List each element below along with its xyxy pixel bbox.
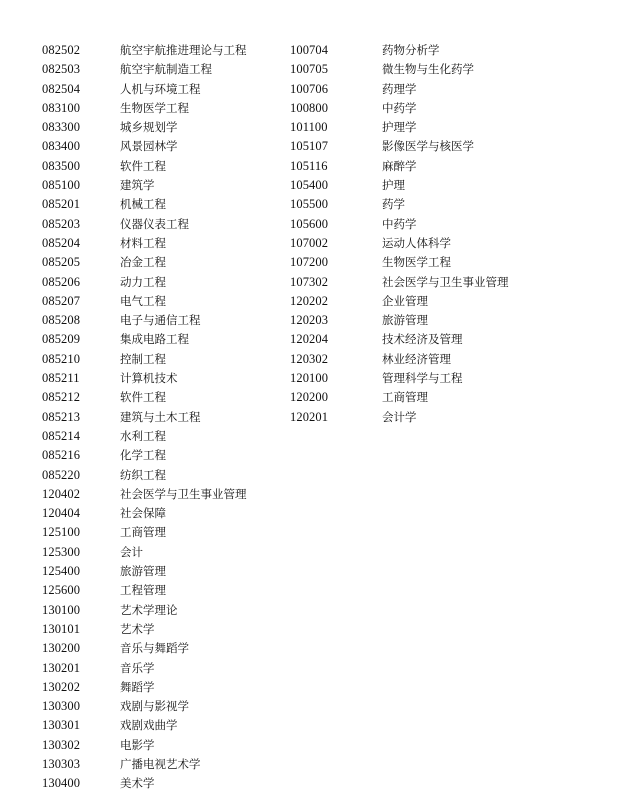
list-item [42, 408, 247, 427]
major-code: 105400 [290, 178, 329, 193]
list-item [42, 736, 247, 755]
major-code: 120202 [290, 293, 329, 308]
major-name: 动力工程 [120, 274, 166, 289]
major-name: 工商管理 [120, 525, 166, 540]
major-name: 旅游管理 [382, 313, 428, 328]
list-item [290, 137, 509, 156]
list-item [290, 41, 509, 60]
major-name: 护理学 [382, 120, 417, 135]
major-name: 风景园林学 [120, 139, 178, 154]
major-code: 105107 [290, 139, 329, 154]
list-item [42, 137, 247, 156]
major-name: 集成电路工程 [120, 332, 189, 347]
major-code: 085204 [42, 235, 81, 250]
major-name: 麻醉学 [382, 158, 417, 173]
major-code: 130100 [42, 602, 81, 617]
list-item [42, 581, 247, 600]
list-item [42, 195, 247, 214]
list-item [42, 234, 247, 253]
major-code: 120204 [290, 332, 329, 347]
right-column-list [290, 41, 509, 427]
list-item [290, 273, 509, 292]
list-item [42, 99, 247, 118]
major-code: 130200 [42, 641, 81, 656]
list-item [290, 80, 509, 99]
list-item [290, 157, 509, 176]
list-item [42, 659, 247, 678]
major-code: 130302 [42, 737, 81, 752]
major-code: 130301 [42, 718, 81, 733]
major-name: 航空宇航推进理论与工程 [120, 43, 247, 57]
list-item [42, 41, 247, 60]
major-name: 生物医学工程 [382, 255, 451, 270]
major-name: 航空宇航制造工程 [120, 62, 212, 77]
major-code: 100800 [290, 100, 329, 115]
major-code: 120100 [290, 371, 329, 386]
major-code: 100706 [290, 81, 329, 96]
major-name: 电影学 [120, 737, 155, 752]
major-name: 企业管理 [382, 293, 428, 308]
major-name: 纺织工程 [120, 467, 166, 482]
major-name: 戏剧与影视学 [120, 699, 189, 714]
major-code: 085201 [42, 197, 81, 212]
major-name: 林业经济管理 [382, 351, 451, 366]
list-item [42, 716, 247, 735]
list-item [42, 427, 247, 446]
major-name: 微生物与生化药学 [382, 62, 474, 77]
major-name: 会计学 [382, 409, 417, 424]
list-item [290, 195, 509, 214]
major-name: 计算机技术 [120, 371, 178, 386]
major-code: 130400 [42, 776, 81, 791]
major-name: 生物医学工程 [120, 100, 189, 115]
major-code: 120404 [42, 506, 81, 521]
major-name: 冶金工程 [120, 255, 166, 270]
major-name: 音乐学 [120, 660, 155, 675]
left-column-list [42, 41, 247, 794]
list-item [290, 234, 509, 253]
list-item [42, 697, 247, 716]
major-name: 控制工程 [120, 351, 166, 366]
major-code: 125100 [42, 525, 81, 540]
major-code: 082504 [42, 81, 81, 96]
major-name: 运动人体科学 [382, 235, 451, 250]
major-name: 药物分析学 [382, 43, 440, 57]
major-code: 085208 [42, 313, 81, 328]
list-item [42, 118, 247, 137]
major-name: 机械工程 [120, 197, 166, 212]
major-name: 工商管理 [382, 390, 428, 405]
major-name: 药理学 [382, 81, 417, 96]
major-code: 085211 [42, 371, 80, 386]
major-code: 100704 [290, 43, 329, 57]
major-name: 美术学 [120, 776, 155, 791]
list-item [42, 485, 247, 504]
major-code: 085216 [42, 448, 81, 463]
major-code: 130201 [42, 660, 81, 675]
major-code: 083400 [42, 139, 81, 154]
major-code: 083500 [42, 158, 81, 173]
list-item [290, 311, 509, 330]
list-item [42, 176, 247, 195]
major-name: 管理科学与工程 [382, 371, 463, 386]
list-item [290, 60, 509, 79]
major-name: 中药学 [382, 216, 417, 231]
list-item [290, 99, 509, 118]
major-name: 工程管理 [120, 583, 166, 598]
list-item [42, 543, 247, 562]
list-item [42, 523, 247, 542]
list-item [290, 369, 509, 388]
major-code: 085206 [42, 274, 81, 289]
major-name: 护理 [382, 178, 405, 193]
list-item [42, 60, 247, 79]
major-code: 085203 [42, 216, 81, 231]
major-name: 药学 [382, 197, 405, 212]
list-item [42, 678, 247, 697]
major-name: 社会医学与卫生事业管理 [382, 274, 509, 289]
major-code: 130303 [42, 756, 81, 771]
major-name: 旅游管理 [120, 564, 166, 579]
major-code: 120302 [290, 351, 329, 366]
list-item [42, 215, 247, 234]
list-item [290, 292, 509, 311]
list-item [290, 253, 509, 272]
major-name: 电子与通信工程 [120, 313, 201, 328]
major-name: 人机与环境工程 [120, 81, 201, 96]
major-code: 082502 [42, 43, 81, 57]
major-code: 107200 [290, 255, 329, 270]
major-code: 105116 [290, 158, 328, 173]
major-name: 城乡规划学 [120, 120, 178, 135]
list-item [42, 330, 247, 349]
major-code: 085100 [42, 178, 81, 193]
list-item [42, 466, 247, 485]
list-item [42, 774, 247, 793]
list-item [290, 408, 509, 427]
major-name: 建筑学 [120, 178, 155, 193]
major-code: 107302 [290, 274, 329, 289]
major-name: 音乐与舞蹈学 [120, 641, 189, 656]
major-code: 085214 [42, 428, 81, 443]
major-name: 广播电视艺术学 [120, 756, 201, 771]
major-name: 社会保障 [120, 506, 166, 521]
major-name: 化学工程 [120, 448, 166, 463]
list-item [290, 118, 509, 137]
major-code: 085212 [42, 390, 81, 405]
major-code: 085209 [42, 332, 81, 347]
major-code: 085207 [42, 293, 81, 308]
major-code: 107002 [290, 235, 329, 250]
list-item [42, 601, 247, 620]
list-item [42, 253, 247, 272]
list-item [42, 504, 247, 523]
major-name: 软件工程 [120, 158, 166, 173]
major-name: 仪器仪表工程 [120, 216, 189, 231]
major-name: 水利工程 [120, 428, 166, 443]
major-code: 130300 [42, 699, 81, 714]
list-item [42, 350, 247, 369]
major-name: 软件工程 [120, 390, 166, 405]
list-item [290, 350, 509, 369]
major-code: 085220 [42, 467, 81, 482]
list-item [42, 446, 247, 465]
list-item [42, 311, 247, 330]
major-code: 082503 [42, 62, 81, 77]
major-code: 120200 [290, 390, 329, 405]
list-item [290, 388, 509, 407]
list-item [42, 273, 247, 292]
major-name: 建筑与土木工程 [120, 409, 201, 424]
major-name: 社会医学与卫生事业管理 [120, 486, 247, 501]
major-code: 085213 [42, 409, 81, 424]
major-code: 105600 [290, 216, 329, 231]
major-code: 125400 [42, 564, 81, 579]
list-item [42, 620, 247, 639]
list-item [42, 388, 247, 407]
major-name: 材料工程 [120, 235, 166, 250]
major-code: 105500 [290, 197, 329, 212]
major-code: 130101 [42, 621, 81, 636]
major-code: 083300 [42, 120, 81, 135]
list-item [42, 80, 247, 99]
major-name: 艺术学理论 [120, 602, 178, 617]
list-item [290, 215, 509, 234]
major-code: 100705 [290, 62, 329, 77]
major-name: 影像医学与核医学 [382, 139, 474, 154]
list-item [42, 157, 247, 176]
major-name: 中药学 [382, 100, 417, 115]
major-code: 101100 [290, 120, 328, 135]
major-name: 艺术学 [120, 621, 155, 636]
major-name: 技术经济及管理 [382, 332, 463, 347]
major-code: 130202 [42, 679, 81, 694]
major-name: 会计 [120, 544, 143, 559]
major-name: 戏剧戏曲学 [120, 718, 178, 733]
list-item [42, 755, 247, 774]
list-item [42, 562, 247, 581]
list-item [42, 292, 247, 311]
major-code: 125300 [42, 544, 81, 559]
major-code: 083100 [42, 100, 81, 115]
list-item [290, 176, 509, 195]
list-item [42, 639, 247, 658]
major-code: 120203 [290, 313, 329, 328]
major-code: 120201 [290, 409, 329, 424]
major-code: 125600 [42, 583, 81, 598]
list-item [290, 330, 509, 349]
major-code: 120402 [42, 486, 81, 501]
list-item [42, 369, 247, 388]
major-name: 舞蹈学 [120, 679, 155, 694]
major-code: 085210 [42, 351, 81, 366]
major-code: 085205 [42, 255, 81, 270]
major-name: 电气工程 [120, 293, 166, 308]
